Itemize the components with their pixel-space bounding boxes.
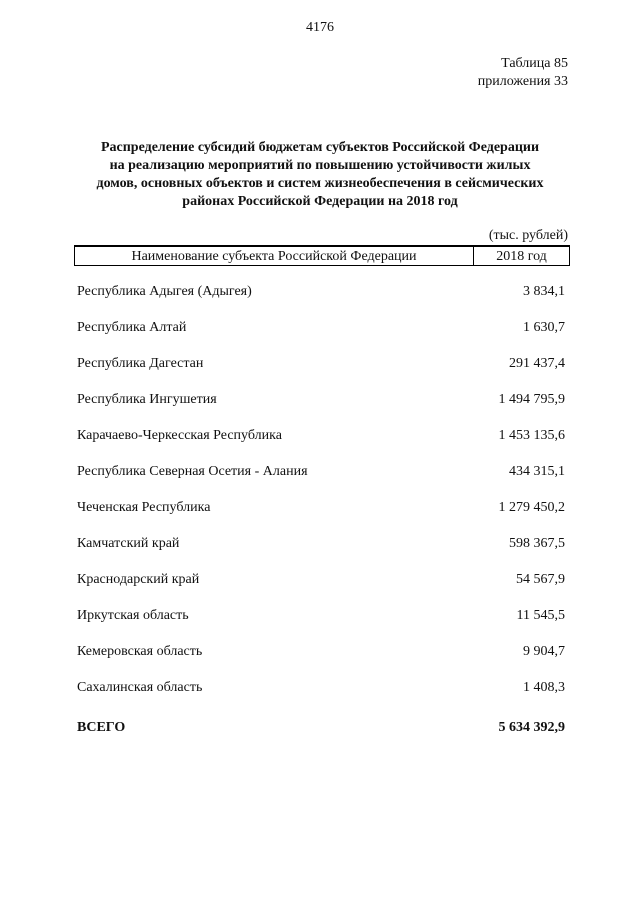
document-title xyxy=(60,139,580,211)
region-name: Сахалинская область xyxy=(77,680,203,695)
title-line: домов, основных объектов и систем жизнеобеспечения в сейсмических xyxy=(96,176,544,191)
table-header xyxy=(74,245,570,266)
region-value: 54 567,9 xyxy=(516,572,565,587)
table-row xyxy=(77,536,565,552)
table-row xyxy=(77,392,565,408)
region-name: Иркутская область xyxy=(77,608,189,623)
table-row xyxy=(77,356,565,372)
table-row xyxy=(77,464,565,480)
region-value: 3 834,1 xyxy=(523,284,565,299)
region-name: Камчатский край xyxy=(77,536,180,551)
column-header-year: 2018 год xyxy=(496,249,547,264)
region-value: 11 545,5 xyxy=(516,608,565,623)
table-reference-line: приложения 33 xyxy=(477,74,568,89)
region-value: 291 437,4 xyxy=(509,356,565,371)
table-row xyxy=(77,680,565,696)
total-label: ВСЕГО xyxy=(77,720,126,735)
table-row xyxy=(77,572,565,588)
region-name: Республика Ингушетия xyxy=(77,392,217,407)
region-value: 1 408,3 xyxy=(523,680,565,695)
table-row xyxy=(77,320,565,336)
region-name: Республика Адыгея (Адыгея) xyxy=(77,284,252,299)
table-reference-line: Таблица 85 xyxy=(501,56,568,71)
table-reference xyxy=(478,55,568,91)
region-name: Чеченская Республика xyxy=(77,500,211,515)
region-value: 598 367,5 xyxy=(509,536,565,551)
region-name: Карачаево-Черкесская Республика xyxy=(77,428,282,443)
title-line: Распределение субсидий бюджетам субъектов Российской Федерации xyxy=(100,140,540,155)
region-value: 9 904,7 xyxy=(523,644,565,659)
title-line: районах Российской Федерации на 2018 год xyxy=(182,194,458,209)
units-label: (тыс. рублей) xyxy=(488,228,568,243)
table-row xyxy=(77,284,565,300)
table-row xyxy=(77,428,565,444)
region-name: Республика Дагестан xyxy=(77,356,204,371)
region-value: 1 279 450,2 xyxy=(498,500,565,515)
region-name: Республика Северная Осетия - Алания xyxy=(77,464,308,479)
table-row xyxy=(77,608,565,624)
column-header-name: Наименование субъекта Российской Федерации xyxy=(75,247,474,265)
region-value: 1 630,7 xyxy=(523,320,565,335)
table-row xyxy=(77,500,565,516)
region-value: 434 315,1 xyxy=(509,464,565,479)
region-name: Кемеровская область xyxy=(77,644,203,659)
title-line: на реализацию мероприятий по повышению устойчивости жилых xyxy=(109,158,531,173)
page-number: 4176 xyxy=(306,20,334,35)
table-row xyxy=(77,644,565,660)
total-row xyxy=(77,720,565,736)
region-name: Краснодарский край xyxy=(77,572,200,587)
region-value: 1 494 795,9 xyxy=(498,392,565,407)
region-value: 1 453 135,6 xyxy=(498,428,565,443)
total-value: 5 634 392,9 xyxy=(498,720,565,735)
region-name: Республика Алтай xyxy=(77,320,187,335)
